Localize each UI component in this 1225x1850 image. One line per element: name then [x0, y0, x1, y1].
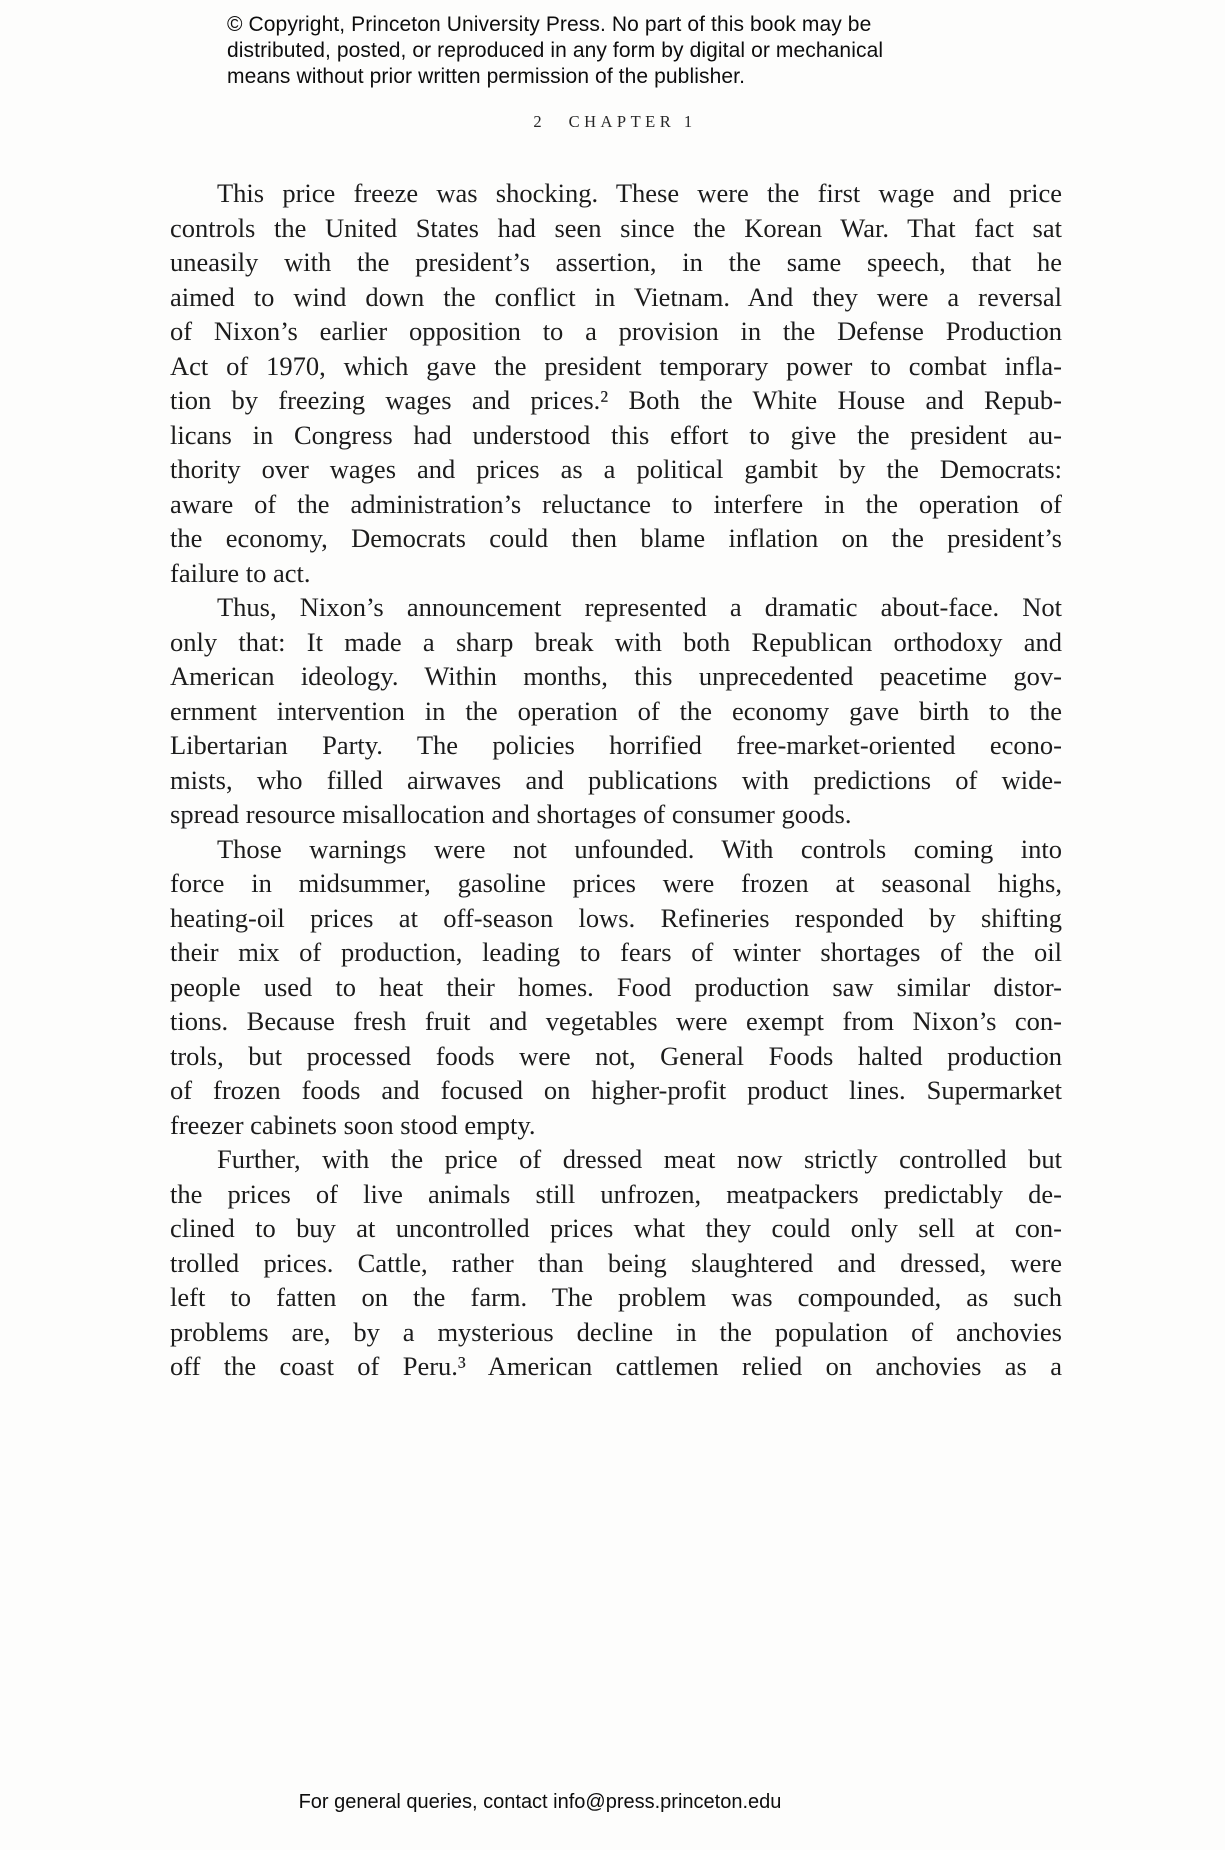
page-footer — [0, 1790, 1080, 1815]
body-line: of Nixon’s earlier opposition to a provision in the Defense Production — [170, 316, 1062, 346]
body-line: aware of the administration’s reluctance to interfere in the operation of — [170, 488, 1062, 519]
body-line: tion by freezing wages and prices.² Both the White House and Repub- — [170, 385, 1062, 415]
body-line: This price freeze was shocking. These were the first wage and price — [217, 178, 1062, 208]
body-line: left to fatten on the farm. The problem was compounded, as such — [170, 1282, 1062, 1312]
body-line: mists, who filled airwaves and publications with predictions of wide- — [170, 764, 1062, 795]
body-line: uneasily with the president’s assertion, in the same speech, that he — [170, 247, 1062, 277]
body-text — [170, 176, 1062, 1384]
body-line: failure to act. — [170, 557, 311, 588]
body-line: clined to buy at uncontrolled prices what they could only sell at con- — [170, 1213, 1062, 1243]
footer-query-text: For general queries, contact info@press.princeton.edu — [298, 1791, 782, 1813]
body-line: of frozen foods and focused on higher-profit product lines. Supermarket — [170, 1075, 1062, 1105]
body-line: Further, with the price of dressed meat now strictly controlled but — [217, 1144, 1062, 1174]
chapter-label: CHAPTER 1 — [568, 112, 697, 131]
copyright-line: © Copyright, Princeton University Press. No part of this book may be — [227, 13, 872, 36]
body-line: off the coast of Peru.³ American cattlemen relied on anchovies as a — [170, 1351, 1062, 1381]
body-line: only that: It made a sharp break with both Republican orthodoxy and — [170, 626, 1062, 657]
body-line: Thus, Nixon’s announcement represented a dramatic about-face. Not — [217, 592, 1062, 622]
body-line: spread resource misallocation and shortages of consumer goods. — [170, 799, 852, 829]
copyright-line: distributed, posted, or reproduced in any form by digital or mechanical — [227, 39, 884, 62]
body-line: controls the United States had seen since the Korean War. That fact sat — [170, 212, 1062, 243]
body-line: the economy, Democrats could then blame inflation on the president’s — [170, 523, 1062, 553]
body-line: aimed to wind down the conflict in Vietnam. And they were a reversal — [170, 281, 1062, 312]
body-line: Those warnings were not unfounded. With controls coming into — [217, 833, 1062, 864]
body-line: Libertarian Party. The policies horrified free-market-oriented econo- — [170, 730, 1062, 760]
body-line: heating-oil prices at off-season lows. Refineries responded by shifting — [170, 902, 1062, 933]
body-line: people used to heat their homes. Food production saw similar distor- — [170, 971, 1062, 1002]
copyright-line: means without prior written permission of the publisher. — [227, 65, 746, 88]
body-line: trolled prices. Cattle, rather than being slaughtered and dressed, were — [170, 1247, 1062, 1278]
page-number: 2 — [533, 112, 543, 131]
body-line: licans in Congress had understood this effort to give the president au- — [170, 419, 1062, 450]
body-line: the prices of live animals still unfrozen, meatpackers predictably de- — [170, 1178, 1062, 1209]
body-line: trols, but processed foods were not, General Foods halted production — [170, 1040, 1062, 1071]
body-line: their mix of production, leading to fears of winter shortages of the oil — [170, 937, 1062, 967]
body-line: Act of 1970, which gave the president temporary power to combat infla- — [170, 350, 1062, 381]
body-line: problems are, by a mysterious decline in the population of anchovies — [170, 1316, 1062, 1347]
body-line: thority over wages and prices as a political gambit by the Democrats: — [170, 454, 1062, 484]
body-line: force in midsummer, gasoline prices were frozen at seasonal highs, — [170, 868, 1062, 898]
body-line: American ideology. Within months, this unprecedented peacetime gov- — [170, 661, 1062, 691]
body-line: freezer cabinets soon stood empty. — [170, 1109, 536, 1140]
body-line: tions. Because fresh fruit and vegetables were exempt from Nixon’s con- — [170, 1006, 1062, 1036]
copyright-notice — [227, 12, 967, 90]
running-head — [170, 112, 1060, 132]
body-line: ernment intervention in the operation of the economy gave birth to the — [170, 695, 1062, 726]
